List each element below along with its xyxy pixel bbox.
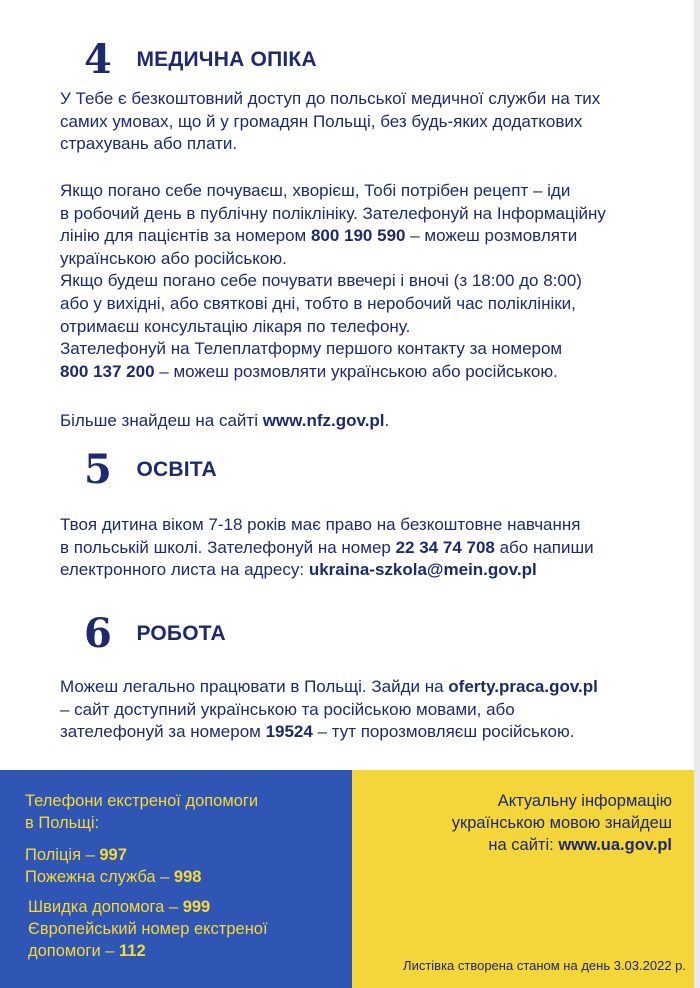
info-panel	[352, 770, 694, 988]
emergency-numbers-2: Швидка допомога – 999 Європейський номер екстреної допомоги – 112	[28, 898, 268, 960]
section-number: 4	[84, 36, 112, 83]
education-paragraph: Твоя дитина віком 7-18 років має право на безкоштовне навчання в польській школі. Зателефонуй на номер 22 34 74 708 або напиши електронного листа на адресу: ukraina-szkola@mein.gov.pl	[60, 515, 594, 580]
section-title: РОБОТА	[136, 621, 226, 645]
nfz-paragraph: Більше знайдеш на сайті www.nfz.gov.pl.	[60, 411, 390, 430]
section-number: 6	[84, 610, 112, 657]
work-phone: 19524	[265, 722, 313, 742]
nfz-link[interactable]: www.nfz.gov.pl	[262, 411, 385, 430]
leaflet-date-note: Листівка створена станом на день 3.03.2022 р.	[403, 958, 686, 973]
praca-link[interactable]: oferty.praca.gov.pl	[448, 677, 598, 696]
work-paragraph: Можеш легально працювати в Польщі. Зайди на oferty.praca.gov.pl – сайт доступний українською та російською мовами, або зателефонуй за номером 19524 – тут порозмовляєш російською.	[60, 677, 598, 742]
emergency-heading: Телефони екстреної допомоги в Польщі:	[25, 792, 259, 832]
emergency-numbers-1	[25, 844, 201, 888]
eu-line: допомоги – 112	[28, 942, 146, 960]
section-4-heading	[84, 36, 317, 83]
section-number: 5	[84, 446, 112, 493]
police-line: Поліція – 997	[25, 846, 127, 864]
section-5-heading	[84, 446, 217, 493]
page-edge	[694, 0, 700, 988]
teleplatform-phone: 800 137 200	[60, 361, 155, 381]
emergency-panel	[0, 770, 352, 988]
section-title: МЕДИЧНА ОПІКА	[136, 47, 317, 71]
section-6-heading	[84, 610, 226, 657]
section-title: ОСВІТА	[136, 457, 217, 481]
school-email-link[interactable]: ukraina-szkola@mein.gov.pl	[308, 560, 537, 580]
info-text: Актуальну інформацію українською мовою знайдеш на сайті: www.ua.gov.pl	[451, 792, 672, 854]
medical-clinic-paragraph: Якщо погано себе почуваєш, хворієш, Тобі потрібен рецепт – іди в робочий день в публічну поліклініку. Зателефонуй на Інформаційну лінію для пацієнтів за номером 800 190 590 – можеш розмовляти українською або російською. Якщо будеш погано себе почувати ввечері і вночі (з 18:00 до 8:00) або у вихідні, або святкові дні, тобто в неробочий час поліклініки, отримаєш консультацію лікаря по телефону. Зателефонуй на Телеплатформу першого контакту за номером 800 137 200 – можеш розмовляти українською або російською.	[60, 181, 606, 381]
ua-gov-link[interactable]: www.ua.gov.pl	[558, 836, 672, 854]
fire-line: Пожежна служба – 998	[25, 868, 202, 886]
school-phone: 22 34 74 708	[395, 537, 495, 557]
medical-intro-paragraph: У Тебе є безкоштовний доступ до польської медичної служби на тих самих умовах, що й у громадян Польщі, без будь-яких додаткових страхувань або плати.	[60, 89, 601, 154]
patient-line-phone: 800 190 590	[310, 226, 406, 246]
ambulance-line: Швидка допомога – 999	[28, 898, 211, 916]
